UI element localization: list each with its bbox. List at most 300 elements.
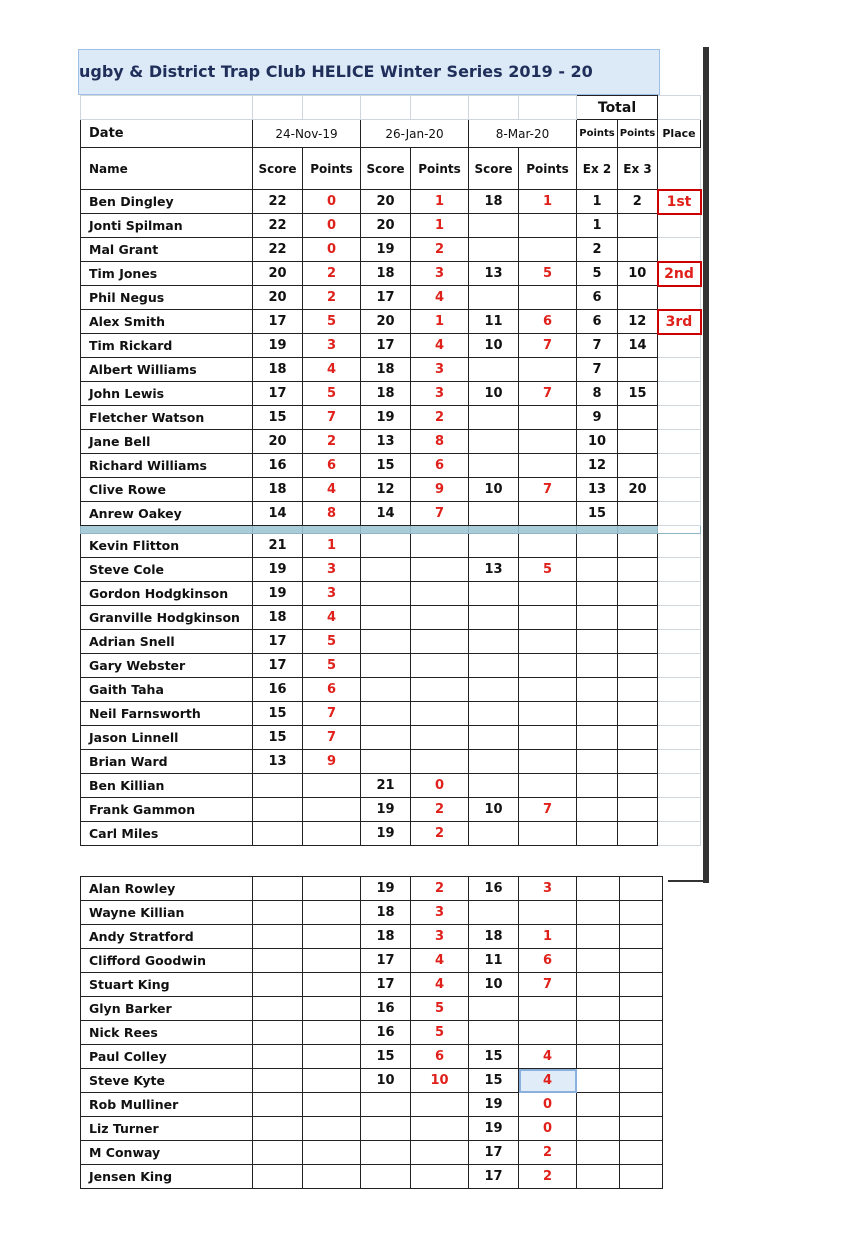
ex3-total	[618, 502, 658, 526]
points-1	[303, 1093, 361, 1117]
points-3	[519, 822, 577, 846]
title-bar	[78, 49, 660, 95]
blank-cell	[361, 96, 411, 120]
separator-cell	[618, 526, 658, 534]
player-name: Richard Williams	[81, 454, 253, 478]
points-3: 7	[519, 334, 577, 358]
score-2: 18	[361, 382, 411, 406]
ex3-total	[620, 1045, 663, 1069]
player-name: Steve Cole	[81, 558, 253, 582]
score-1: 14	[253, 502, 303, 526]
table-row	[81, 925, 663, 949]
ex2-total	[577, 654, 618, 678]
points-2	[411, 726, 469, 750]
player-name: Clive Rowe	[81, 478, 253, 502]
table-row	[81, 1117, 663, 1141]
separator-cell	[519, 526, 577, 534]
score-2: 18	[361, 901, 411, 925]
place	[658, 430, 701, 454]
table-row	[81, 238, 701, 262]
table-row	[81, 358, 701, 382]
score-3: 10	[469, 382, 519, 406]
points-3: 0	[519, 1093, 577, 1117]
score-1	[253, 1045, 303, 1069]
points-1	[303, 1045, 361, 1069]
points-2	[411, 654, 469, 678]
player-name: Liz Turner	[81, 1117, 253, 1141]
score-3: 18	[469, 925, 519, 949]
place	[658, 286, 701, 310]
player-name: Frank Gammon	[81, 798, 253, 822]
separator-cell	[361, 526, 411, 534]
ex2-total: 12	[577, 454, 618, 478]
score-3: 10	[469, 973, 519, 997]
points-3: 5	[519, 558, 577, 582]
ex2-total	[577, 1069, 620, 1093]
table-row	[81, 582, 701, 606]
score-3	[469, 238, 519, 262]
points-1	[303, 798, 361, 822]
points-1: 6	[303, 454, 361, 478]
table-row	[81, 750, 701, 774]
table-row	[81, 702, 701, 726]
ex3-total	[618, 238, 658, 262]
points-2: 1	[411, 214, 469, 238]
place	[658, 702, 701, 726]
ex2-total: 6	[577, 310, 618, 334]
ex2-total: 5	[577, 262, 618, 286]
player-name: Jonti Spilman	[81, 214, 253, 238]
blank-cell	[411, 96, 469, 120]
player-name: Jensen King	[81, 1165, 253, 1189]
place	[658, 406, 701, 430]
score-3	[469, 678, 519, 702]
ex3-total	[618, 606, 658, 630]
player-name: Alan Rowley	[81, 877, 253, 901]
ex2-total	[577, 1021, 620, 1045]
ex3-total	[618, 798, 658, 822]
table-row	[81, 877, 663, 901]
ex3-total	[620, 949, 663, 973]
date-2: 26-Jan-20	[361, 120, 469, 148]
score-2: 21	[361, 774, 411, 798]
points-2: 10	[411, 1069, 469, 1093]
results-table-upper	[80, 95, 702, 846]
ex2-total: 10	[577, 430, 618, 454]
points-3	[519, 430, 577, 454]
place	[658, 382, 701, 406]
points-1: 8	[303, 502, 361, 526]
score-3: 11	[469, 949, 519, 973]
points-3	[519, 214, 577, 238]
score-1: 16	[253, 454, 303, 478]
total-header: Total	[577, 96, 658, 120]
player-name: Andy Stratford	[81, 925, 253, 949]
ex3-total	[620, 1093, 663, 1117]
score-3	[469, 997, 519, 1021]
score-1: 20	[253, 430, 303, 454]
score-2	[361, 1141, 411, 1165]
place	[658, 774, 701, 798]
points-1: 2	[303, 430, 361, 454]
points-2: 3	[411, 382, 469, 406]
score-2	[361, 606, 411, 630]
table-row	[81, 334, 701, 358]
ex2-total	[577, 702, 618, 726]
name-label: Name	[81, 148, 253, 190]
points-1	[303, 1141, 361, 1165]
points-1	[303, 774, 361, 798]
points-2	[411, 750, 469, 774]
points-3	[519, 406, 577, 430]
points-1	[303, 925, 361, 949]
points-3: 7	[519, 478, 577, 502]
player-name: Stuart King	[81, 973, 253, 997]
points-2: 6	[411, 1045, 469, 1069]
points-3: 1	[519, 925, 577, 949]
table-row	[81, 214, 701, 238]
score-1: 18	[253, 478, 303, 502]
score-3	[469, 901, 519, 925]
table-row	[81, 606, 701, 630]
ex3-total	[618, 654, 658, 678]
place	[658, 334, 701, 358]
ex3-total	[618, 774, 658, 798]
ex3-total	[620, 1021, 663, 1045]
points-2: 1	[411, 190, 469, 214]
points-2: 4	[411, 973, 469, 997]
score-2	[361, 750, 411, 774]
points-2	[411, 630, 469, 654]
table-row	[81, 1165, 663, 1189]
points-2: 2	[411, 238, 469, 262]
place	[658, 454, 701, 478]
score-3	[469, 214, 519, 238]
points-3: 3	[519, 877, 577, 901]
place	[658, 238, 701, 262]
table-row	[81, 454, 701, 478]
place-header: Place	[658, 120, 701, 148]
points-2: 7	[411, 502, 469, 526]
place	[658, 750, 701, 774]
score-3: 18	[469, 190, 519, 214]
table-row	[81, 406, 701, 430]
points-1: 9	[303, 750, 361, 774]
score-2	[361, 1093, 411, 1117]
table-row	[81, 997, 663, 1021]
ex3-total	[620, 877, 663, 901]
ex2-total: 2	[577, 238, 618, 262]
ex3-total: 14	[618, 334, 658, 358]
score-3	[469, 630, 519, 654]
table-row	[81, 973, 663, 997]
ex2-total	[577, 925, 620, 949]
points-1	[303, 822, 361, 846]
table-row	[81, 798, 701, 822]
score-2	[361, 654, 411, 678]
player-name: Fletcher Watson	[81, 406, 253, 430]
ex3-total	[618, 702, 658, 726]
points-2: 0	[411, 774, 469, 798]
table-row	[81, 262, 701, 286]
place	[658, 502, 701, 526]
table-row	[81, 502, 701, 526]
ex3-total	[618, 822, 658, 846]
table-row	[81, 310, 701, 334]
points-3	[519, 774, 577, 798]
table-row	[81, 558, 701, 582]
table-row	[81, 478, 701, 502]
ex2-total: 1	[577, 190, 618, 214]
score-3	[469, 358, 519, 382]
ex2-total: 8	[577, 382, 618, 406]
points-3	[519, 750, 577, 774]
place	[658, 558, 701, 582]
points-1	[303, 877, 361, 901]
ex2-total: 13	[577, 478, 618, 502]
ex3-total	[620, 1117, 663, 1141]
blank-cell	[81, 96, 253, 120]
ex3-total	[618, 358, 658, 382]
score-1	[253, 877, 303, 901]
score-1: 22	[253, 190, 303, 214]
score-1: 13	[253, 750, 303, 774]
points-1	[303, 901, 361, 925]
points-2	[411, 702, 469, 726]
player-name: Brian Ward	[81, 750, 253, 774]
ex2-total	[577, 750, 618, 774]
table-row	[81, 949, 663, 973]
points-2: 3	[411, 925, 469, 949]
score-2	[361, 1165, 411, 1189]
score-1: 22	[253, 238, 303, 262]
points-3: 7	[519, 382, 577, 406]
score-1: 15	[253, 702, 303, 726]
points-1	[303, 997, 361, 1021]
points-3: 4	[519, 1045, 577, 1069]
place	[658, 654, 701, 678]
points-1: 2	[303, 286, 361, 310]
ex3-total: 2	[618, 190, 658, 214]
points-1	[303, 1165, 361, 1189]
points-2: 2	[411, 822, 469, 846]
points-3	[519, 454, 577, 478]
table-row	[81, 1141, 663, 1165]
points-3: 7	[519, 798, 577, 822]
score-1: 21	[253, 534, 303, 558]
table-row	[81, 822, 701, 846]
points-3	[519, 654, 577, 678]
points-2	[411, 678, 469, 702]
points-3: 2	[519, 1165, 577, 1189]
ex3-total	[618, 534, 658, 558]
place	[658, 726, 701, 750]
points-1: 6	[303, 678, 361, 702]
score-1: 18	[253, 358, 303, 382]
points-2: 3	[411, 358, 469, 382]
points-1: 5	[303, 382, 361, 406]
score-1: 20	[253, 286, 303, 310]
score-2	[361, 534, 411, 558]
table-row	[81, 774, 701, 798]
points-2	[411, 558, 469, 582]
table-row	[81, 1093, 663, 1117]
points-3: 7	[519, 973, 577, 997]
ex2-total	[577, 877, 620, 901]
points-3	[519, 678, 577, 702]
ex2-total	[577, 1093, 620, 1117]
player-name: Tim Rickard	[81, 334, 253, 358]
score-2: 17	[361, 949, 411, 973]
date-1: 24-Nov-19	[253, 120, 361, 148]
score-3	[469, 726, 519, 750]
points-1: 3	[303, 582, 361, 606]
points-1: 0	[303, 190, 361, 214]
score-3	[469, 406, 519, 430]
score-1: 19	[253, 558, 303, 582]
points-1: 3	[303, 558, 361, 582]
score-3: 10	[469, 798, 519, 822]
ex2-total	[577, 582, 618, 606]
points-2	[411, 1165, 469, 1189]
player-name: Wayne Killian	[81, 901, 253, 925]
score-2	[361, 702, 411, 726]
ex3-total: 15	[618, 382, 658, 406]
points-1: 7	[303, 406, 361, 430]
place	[658, 534, 701, 558]
score-2: 12	[361, 478, 411, 502]
separator-cell	[411, 526, 469, 534]
player-name: Glyn Barker	[81, 997, 253, 1021]
points-1: 1	[303, 534, 361, 558]
points-1: 0	[303, 214, 361, 238]
ex3-total	[618, 454, 658, 478]
ex3-total: 12	[618, 310, 658, 334]
points-2	[411, 1141, 469, 1165]
results-table-lower	[80, 876, 663, 1189]
ex3-total	[618, 558, 658, 582]
table-row	[81, 534, 701, 558]
score-1	[253, 997, 303, 1021]
place	[658, 358, 701, 382]
date-3: 8-Mar-20	[469, 120, 577, 148]
score-1	[253, 1165, 303, 1189]
points-3: 0	[519, 1117, 577, 1141]
score-3: 17	[469, 1141, 519, 1165]
points-2: 4	[411, 334, 469, 358]
score-3: 10	[469, 334, 519, 358]
points-1: 4	[303, 358, 361, 382]
score-1	[253, 1093, 303, 1117]
ex2-total	[577, 1045, 620, 1069]
score-2: 10	[361, 1069, 411, 1093]
table-row	[81, 726, 701, 750]
points-3	[519, 534, 577, 558]
points-3: 2	[519, 1141, 577, 1165]
blank-cell	[658, 96, 701, 120]
points-2	[411, 1093, 469, 1117]
table-row	[81, 630, 701, 654]
sheet-edge-tail	[668, 880, 708, 882]
place	[658, 606, 701, 630]
score-1	[253, 901, 303, 925]
table-row	[81, 1045, 663, 1069]
score-1	[253, 1069, 303, 1093]
score-3: 13	[469, 558, 519, 582]
points-1	[303, 1069, 361, 1093]
score-3	[469, 430, 519, 454]
ex3-total	[620, 973, 663, 997]
points-3: 4	[519, 1069, 577, 1093]
score-3: 13	[469, 262, 519, 286]
score-3	[469, 702, 519, 726]
points-2: 3	[411, 901, 469, 925]
ex2-total	[577, 534, 618, 558]
points-2: 5	[411, 1021, 469, 1045]
score-3	[469, 286, 519, 310]
score-2: 19	[361, 822, 411, 846]
ex3-total	[618, 214, 658, 238]
score-1: 16	[253, 678, 303, 702]
table-row	[81, 654, 701, 678]
score-2: 20	[361, 190, 411, 214]
score-2	[361, 678, 411, 702]
points-2	[411, 582, 469, 606]
ex3-total	[618, 406, 658, 430]
ex3-total	[620, 1141, 663, 1165]
player-name: Ben Killian	[81, 774, 253, 798]
score-2: 20	[361, 214, 411, 238]
ex2-total	[577, 798, 618, 822]
points-3	[519, 997, 577, 1021]
score-2: 13	[361, 430, 411, 454]
ex3-total: 20	[618, 478, 658, 502]
points-1: 0	[303, 238, 361, 262]
points-1	[303, 973, 361, 997]
table-row	[81, 678, 701, 702]
ex3-total	[618, 750, 658, 774]
player-name: Ben Dingley	[81, 190, 253, 214]
ex2-total	[577, 606, 618, 630]
ex2-total	[577, 949, 620, 973]
points-2: 4	[411, 949, 469, 973]
points-3: 6	[519, 310, 577, 334]
place	[658, 478, 701, 502]
points-1	[303, 949, 361, 973]
ex3-total	[618, 286, 658, 310]
score-3: 11	[469, 310, 519, 334]
score-1	[253, 798, 303, 822]
ex2-total	[577, 726, 618, 750]
ex3-total	[620, 1165, 663, 1189]
player-name: Gaith Taha	[81, 678, 253, 702]
points-2: 1	[411, 310, 469, 334]
score-header-2: Score	[361, 148, 411, 190]
score-1: 17	[253, 630, 303, 654]
points-3	[519, 502, 577, 526]
player-name: Gordon Hodgkinson	[81, 582, 253, 606]
place	[658, 798, 701, 822]
player-name: Adrian Snell	[81, 630, 253, 654]
score-2: 17	[361, 334, 411, 358]
separator-cell	[658, 526, 701, 534]
ex2-total: 6	[577, 286, 618, 310]
points-3	[519, 238, 577, 262]
ex3-total	[618, 678, 658, 702]
score-1: 22	[253, 214, 303, 238]
place	[658, 630, 701, 654]
points-header-3: Points	[519, 148, 577, 190]
